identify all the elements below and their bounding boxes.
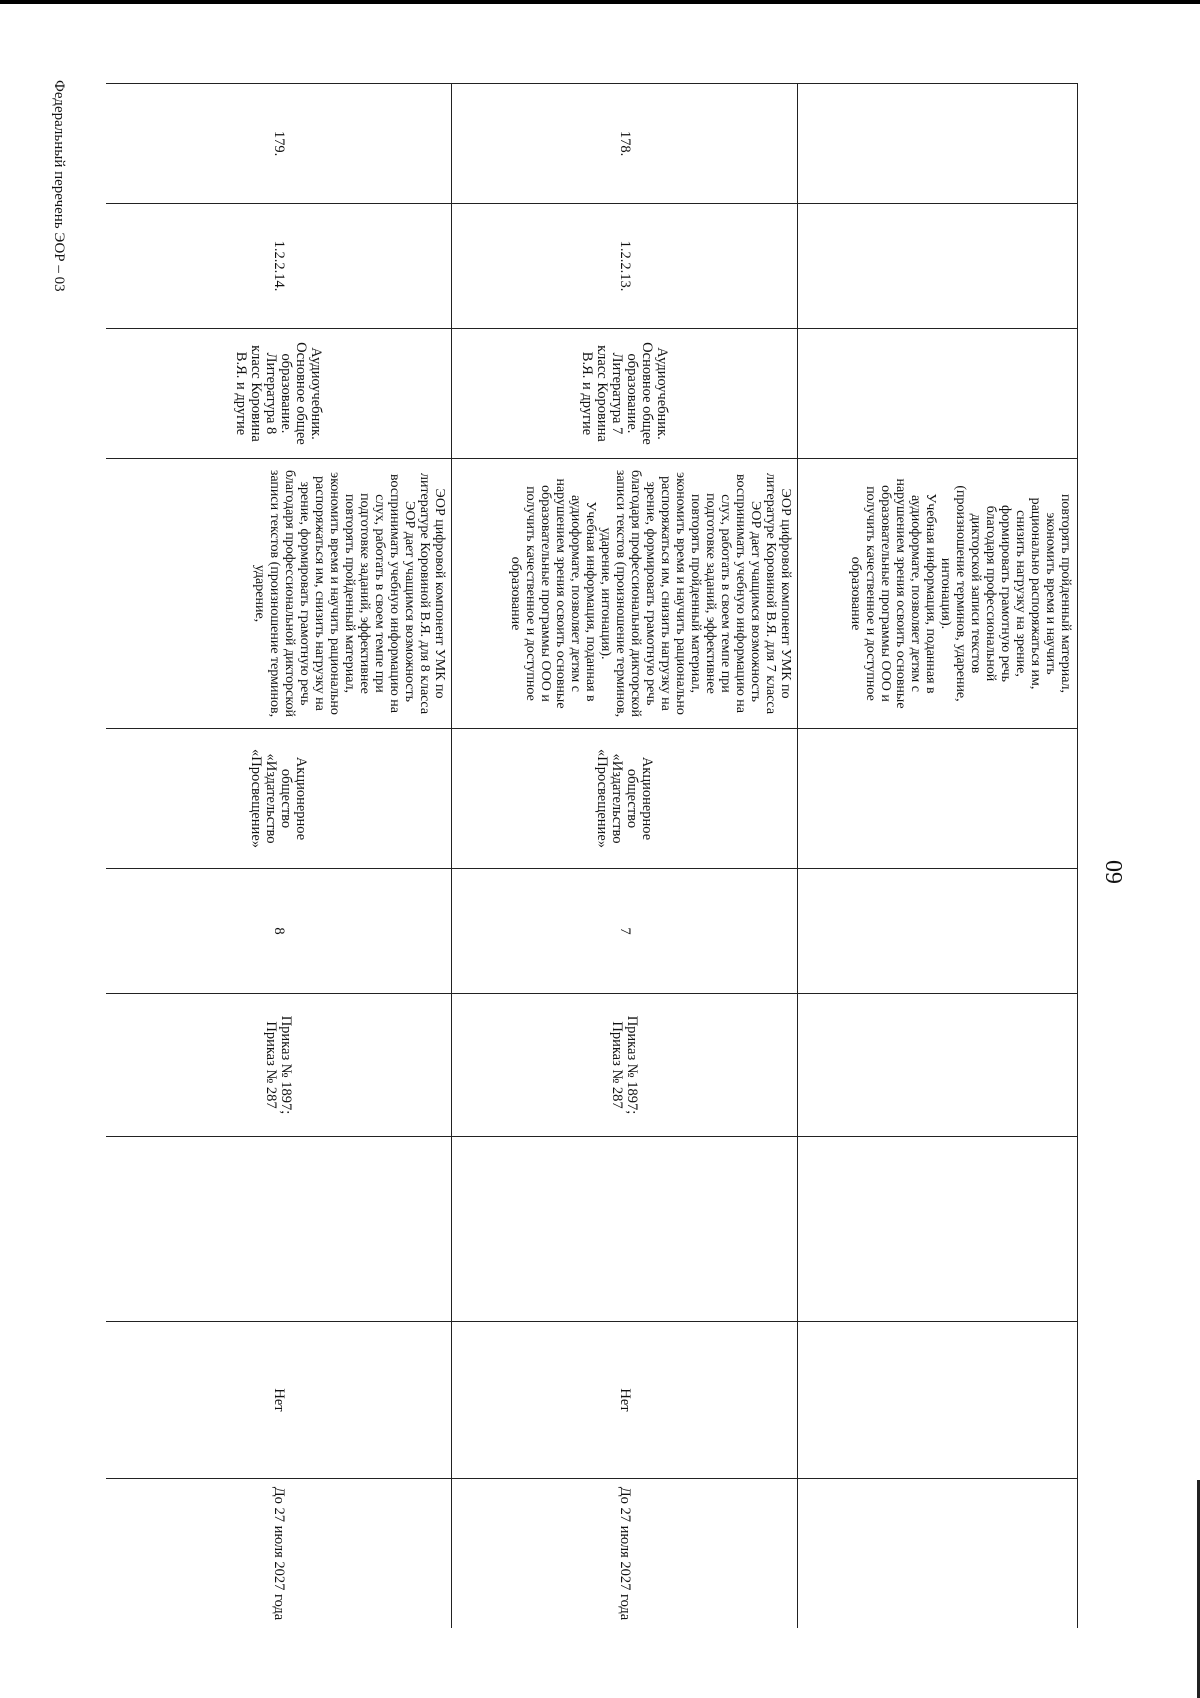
continuation-line: образовательные программы ООО и (878, 485, 893, 702)
description-title: ЭОР цифровой компонент УМК по литературе Коровиной В.Я. для 8 класса (417, 472, 447, 715)
table-row (106, 84, 452, 1629)
continuation-text (848, 465, 1073, 722)
cell-description (106, 459, 452, 729)
page-number: 60 (1102, 860, 1128, 884)
cell-extra (452, 1137, 798, 1322)
cell-flag: Нет (452, 1322, 798, 1479)
footer-label: Федеральный перечень ЭОР – 03 (51, 80, 67, 292)
continuation-line: снизить нагрузку на зрение, (1013, 510, 1028, 677)
cell-number: 178. (452, 84, 798, 204)
top-border-line (0, 0, 1200, 4)
cell-code (798, 204, 1078, 329)
cell-flag (798, 1322, 1078, 1479)
continuation-line: формировать грамотную речь (998, 505, 1013, 682)
continuation-line: аудиоформате, позволяет детям с (908, 495, 923, 692)
cell-code: 1.2.2.14. (106, 204, 452, 329)
cell-grade: 7 (452, 869, 798, 994)
cell-name: Аудиоучебник. Основное общее образование. Литература 7 класс Коровина В.Я. и другие (452, 329, 798, 459)
cell-grade (798, 869, 1078, 994)
cell-order: Приказ № 1897; Приказ № 287 (452, 994, 798, 1137)
cell-extra (106, 1137, 452, 1322)
continuation-line: получить качественное и доступное (863, 486, 878, 701)
cell-valid-until: До 27 июля 2027 года (106, 1479, 452, 1629)
table-row (452, 84, 798, 1629)
description-title: ЭОР цифровой компонент УМК по литературе Коровиной В.Я. для 7 класса (763, 472, 793, 715)
continuation-line: экономить время и научить (1043, 512, 1058, 675)
description-paragraph: Учебная информация, поданная в аудиоформате, позволяет детям с нарушением зрения освоить основные образовательные программы ООО и получить качественное и доступное образование (508, 478, 598, 709)
continuation-line: дикторской записи текстов (968, 513, 983, 674)
continuation-line: нарушением зрения освоить основные (893, 478, 908, 709)
cell-name (798, 329, 1078, 459)
continuation-line: Учебная информация, поданная в (923, 493, 938, 694)
cell-flag: Нет (106, 1322, 452, 1479)
rotated-sheet (106, 83, 1078, 1628)
cell-order: Приказ № 1897; Приказ № 287 (106, 994, 452, 1137)
continuation-line: повторять пройденный материал, (1058, 493, 1073, 694)
description-paragraph: ЭОР дает учащимся возможность воспринимать учебную информацию на слух, работать в своем темпе при подготовке заданий, эффективнее повторять пройденный материал, экономить время и научить рационально распоряжаться им, снизить нагрузку на зрение, формировать грамотную речь благодаря профессиональной дикторской записи текстов (произношение терминов, ударение, (252, 469, 417, 718)
continuation-line: интонация). (938, 557, 953, 630)
cell-description (452, 459, 798, 729)
continuation-line: рационально распоряжаться им, (1028, 497, 1043, 690)
continuation-line: благодаря профессиональной (983, 505, 998, 682)
continuation-line: (произношение терминов, ударение, (953, 485, 968, 702)
cell-description (798, 459, 1078, 729)
description-paragraph: ЭОР дает учащимся возможность воспринимать учебную информацию на слух, работать в своем темпе при подготовке заданий, эффективнее повторять пройденный материал, экономить время и научить рационально распоряжаться им, снизить нагрузку на зрение, формировать грамотную речь благодаря профессиональной дикторской записи текстов (произношение терминов, ударение, интонация). (598, 469, 763, 718)
cell-number: 179. (106, 84, 452, 204)
cell-valid-until: До 27 июля 2027 года (452, 1479, 798, 1629)
cell-publisher (798, 729, 1078, 869)
cell-publisher: Акционерное общество «Издательство «Просвещение» (106, 729, 452, 869)
cell-number (798, 84, 1078, 204)
cell-valid-until (798, 1479, 1078, 1629)
cell-grade: 8 (106, 869, 452, 994)
cell-publisher: Акционерное общество «Издательство «Просвещение» (452, 729, 798, 869)
eor-table (106, 83, 1078, 1628)
continuation-line: образование (848, 556, 863, 631)
cell-extra (798, 1137, 1078, 1322)
table-frame (106, 83, 1078, 1628)
table-row-continuation (798, 84, 1078, 1629)
cell-order (798, 994, 1078, 1137)
cell-code: 1.2.2.13. (452, 204, 798, 329)
cell-name: Аудиоучебник. Основное общее образование. Литература 8 класс Коровина В.Я. и другие (106, 329, 452, 459)
